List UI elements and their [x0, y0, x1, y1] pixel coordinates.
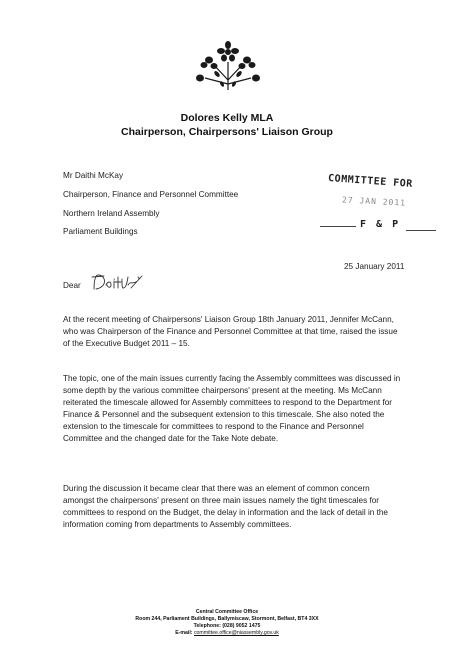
recipient-position: Chairperson, Finance and Personnel Committee: [63, 190, 239, 199]
sender-title: Chairperson, Chairpersons' Liaison Group: [121, 126, 333, 138]
recipient-building: Parliament Buildings: [63, 227, 138, 236]
sender-name: Dolores Kelly MLA: [180, 112, 274, 124]
stamp-date: 27 JAN 2011: [341, 195, 407, 208]
letter-date: 25 January 2011: [344, 262, 405, 271]
assembly-emblem-icon: [195, 40, 261, 92]
footer-email: [0, 630, 454, 637]
footer-email-label: E-mail:: [175, 630, 193, 636]
body-paragraph-3: During the discussion it became clear that there was an element of common concern amongst the chairpersons' present on three main issues namely the tight timescales for committees to respond on the Budget, the delay in information and the lack of detail in the information coming from departments to Assembly committees.: [63, 484, 388, 529]
body-paragraph-1: At the recent meeting of Chairpersons' Liaison Group 18th January 2011, Jennifer McCann, who was Chairperson of the Finance and Personnel Committee at that time, raised the issue of the Executive Budget 2011 – 15.: [63, 315, 398, 348]
handwritten-name-signature: [90, 271, 146, 293]
stamp-rule-left: [320, 226, 356, 227]
stamp-rule-right: [406, 230, 436, 231]
footer-telephone: Telephone: (028) 9052 1475: [193, 623, 261, 629]
footer-address: Room 244, Parliament Buildings, Ballymiscaw, Stormont, Belfast, BT4 3XX: [135, 616, 319, 622]
received-stamp: [318, 170, 440, 250]
stamp-committee-text: COMMITTEE FOR: [327, 173, 414, 190]
salutation: Dear: [63, 281, 81, 290]
footer-email-link[interactable]: committee.office@niassembly.gov.uk: [193, 630, 279, 636]
footer-office: Central Committee Office: [195, 609, 259, 615]
recipient-name: Mr Daithi McKay: [63, 171, 124, 180]
recipient-organisation: Northern Ireland Assembly: [63, 209, 160, 218]
body-paragraph-2: The topic, one of the main issues currently facing the Assembly committees was discussed in some depth by the various committee chairpersons' present at the meeting. Ms McCann reiterated the timescale allowed for Assembly committees to respond to the Department for Finance & Personnel and the subsequent extension to this timescale. She also noted the extension to the timescale for committees to respond to the Finance and Personnel Committee and the changed date for the Take Note debate.: [63, 374, 401, 443]
stamp-committee-code: F & P: [360, 219, 401, 230]
